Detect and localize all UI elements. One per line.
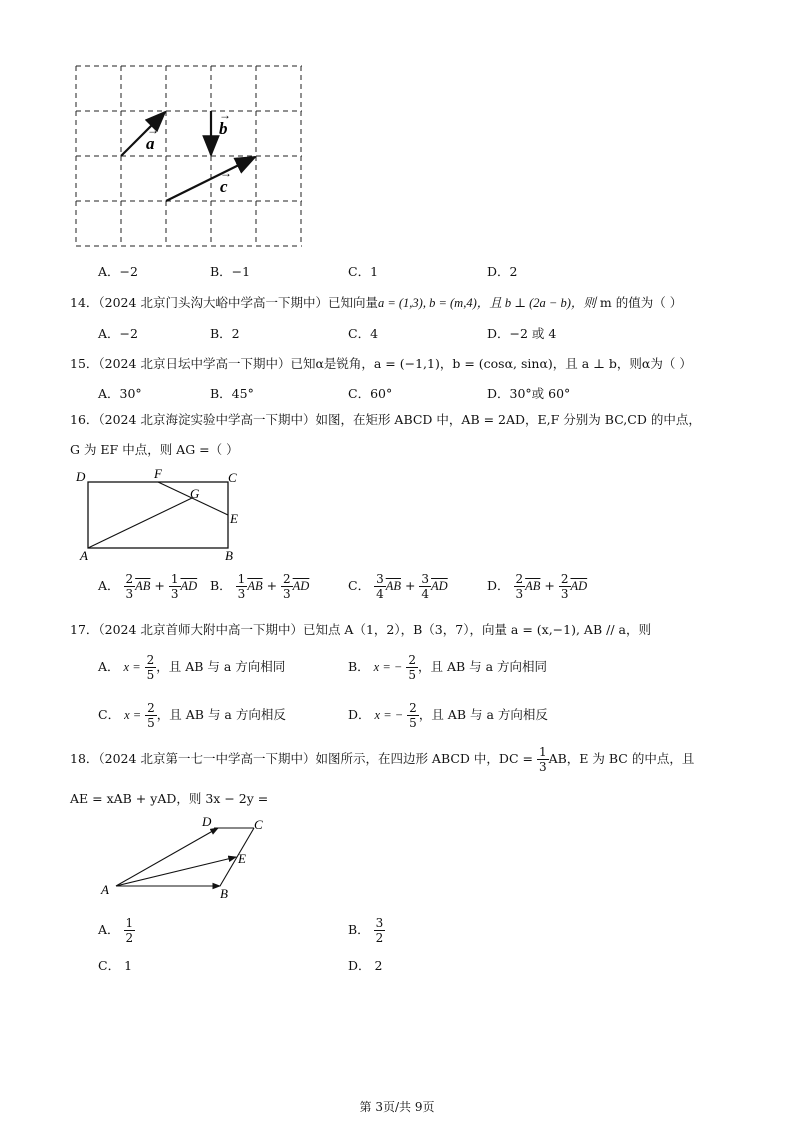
q13-option-c: C．1 [348,264,379,279]
q16-stem-line2: G 为 EF 中点，则 AG =（ ） [70,442,239,457]
label-a: a [146,134,155,153]
q18-stem-line2: AE = xAB + yAD，则 3x − 2y = [70,791,269,806]
label-A: A [80,548,88,563]
q16-rectangle-figure [70,466,260,566]
q18-option-a: A． $\frac{1}{2}$ [98,916,134,945]
q18-option-c: C． 1 [98,958,133,973]
svg-text:→: → [219,108,231,122]
q18-stem-line1: 18．（2024 北京第一七一中学高一下期中）如图所示，在四边形 ABCD 中，DC = $\frac{1}{3}$ AB，E 为 BC 的中点，且 [70,745,695,774]
label-D: D [202,814,212,829]
q16-option-d: D． $\frac{2}{3}$ $\overline{AB}$ + $\frac{2}{3}$ $\overline{AD}$ [487,572,588,601]
q18-quadrilateral-figure [96,812,276,902]
label-D: D [76,469,86,484]
q15-option-c: C．60° [348,386,393,401]
q16-option-a: A． $\frac{2}{3}$ $\overline{AB}$ + $\frac{1}{3}$ $\overline{AD}$ [98,572,198,601]
q13-option-d: D．2 [487,264,518,279]
q17-stem: 17．（2024 北京首师大附中高一下期中）已知点 A（1，2），B（3，7），向量 a = (x,−1), AB // a，则 [70,622,651,637]
q14-option-c: C．4 [348,326,379,341]
q15-option-b: B．45° [210,386,254,401]
label-C: C [228,470,237,485]
q16-stem-line1: 16．（2024 北京海淀实验中学高一下期中）如图，在矩形 ABCD 中，AB = 2AD，E,F 分别为 BC,CD 的中点， [70,412,701,427]
q18-option-d: D． 2 [348,958,383,973]
label-A: A [101,882,109,897]
label-C: C [254,817,263,832]
q14-option-a: A．−2 [98,326,138,341]
q15-option-d: D．30°或 60° [487,386,571,401]
page-number: 第 3页/共 9页 [359,1100,435,1114]
q17-option-d: D． x = − $\frac{2}{5}$ ，且 AB 与 a 方向相反 [348,701,548,730]
label-B: B [220,886,228,901]
q13-option-a: A．−2 [98,264,138,279]
q17-option-b: B． x = − $\frac{2}{5}$ ，且 AB 与 a 方向相同 [348,653,548,682]
q14-option-b: B．2 [210,326,240,341]
q15-stem: 15．（2024 北京日坛中学高一下期中）已知α是锐角，a = (−1,1)，b = (cosα, sinα)，且 a ⊥ b，则α为（ ） [70,356,692,371]
q14-stem-math: a = (1,3), b = (m,4)，且 b ⊥ (2a − b)，则 [377,296,596,310]
q16-option-b: B． $\frac{1}{3}$ $\overline{AB}$ + $\frac{2}{3}$ $\overline{AD}$ [210,572,310,601]
q14-option-d: D．−2 或 4 [487,326,557,341]
q17-option-a: A． x = $\frac{2}{5}$ ，且 AB 与 a 方向相同 [98,653,286,682]
q13-option-b: B．−1 [210,264,251,279]
label-F: F [154,466,162,481]
q14-stem [70,293,682,311]
q14-stem-prefix: 14．（2024 北京门头沟大峪中学高一下期中）已知向量 [70,295,378,310]
label-G: G [190,486,200,501]
q18-option-b: B． $\frac{3}{2}$ [348,916,384,945]
label-B: B [225,548,233,563]
svg-text:→: → [220,166,232,180]
label-c: c [220,177,228,196]
q16-option-c: C． $\frac{3}{4}$ $\overline{AB}$ + $\frac{3}{4}$ $\overline{AD}$ [348,572,448,601]
svg-text:→: → [147,123,159,137]
q14-stem-suffix: m 的值为（ ） [599,295,683,310]
q13-vector-grid-figure [70,60,310,250]
q15-option-a: A．30° [98,386,142,401]
label-E: E [238,851,246,866]
label-E: E [230,511,238,526]
label-b: b [219,119,228,138]
q17-option-c: C． x = $\frac{2}{5}$ ，且 AB 与 a 方向相反 [98,701,286,730]
